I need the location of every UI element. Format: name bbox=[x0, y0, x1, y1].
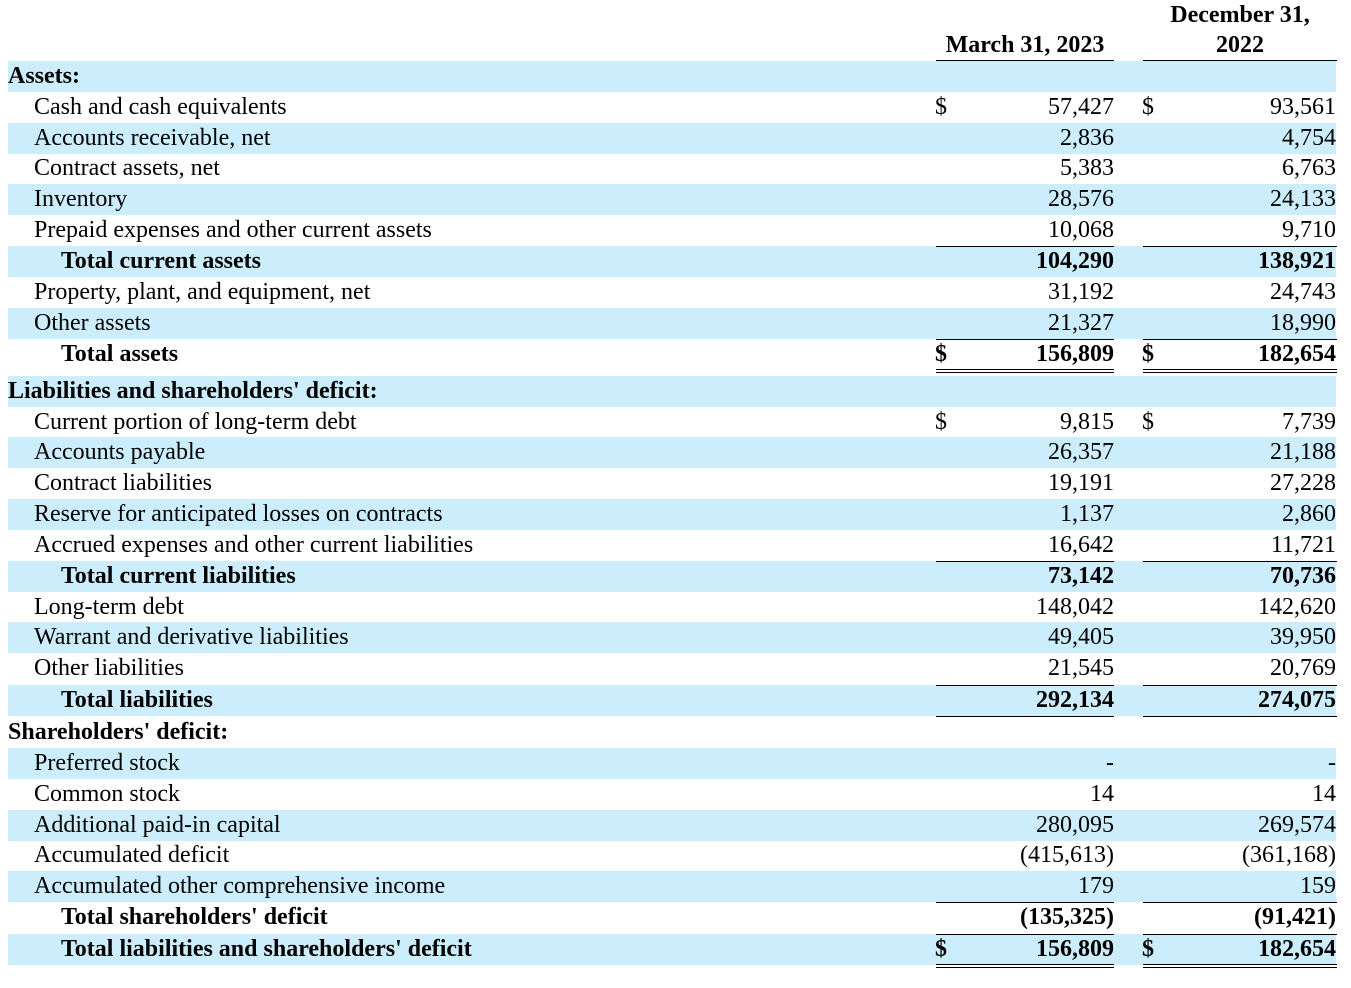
line-item-label: Other assets bbox=[34, 310, 151, 336]
table-row bbox=[8, 902, 1336, 933]
value-march-2023: 14 bbox=[1090, 781, 1114, 807]
value-december-2022: 6,763 bbox=[1282, 155, 1336, 181]
currency-symbol-col2: $ bbox=[1142, 94, 1154, 120]
line-item-label: Cash and cash equivalents bbox=[34, 94, 287, 120]
table-row bbox=[8, 437, 1336, 468]
line-item-label: Preferred stock bbox=[34, 750, 180, 776]
value-march-2023: (415,613) bbox=[1020, 842, 1114, 868]
table-row bbox=[8, 592, 1336, 623]
value-december-2022: 24,133 bbox=[1270, 186, 1336, 212]
value-december-2022: 2,860 bbox=[1282, 501, 1336, 527]
table-row bbox=[8, 561, 1336, 592]
value-march-2023: 31,192 bbox=[1048, 279, 1114, 305]
section-heading: Assets: bbox=[8, 63, 80, 89]
table-row bbox=[8, 779, 1336, 810]
subtotal-rule-col2 bbox=[1143, 902, 1337, 903]
value-december-2022: 18,990 bbox=[1270, 310, 1336, 336]
value-december-2022: 269,574 bbox=[1258, 812, 1336, 838]
line-item-label: Other liabilities bbox=[34, 655, 184, 681]
value-december-2022: 4,754 bbox=[1282, 125, 1336, 151]
value-december-2022: 159 bbox=[1300, 873, 1336, 899]
value-march-2023: 280,095 bbox=[1036, 812, 1114, 838]
value-december-2022: - bbox=[1328, 750, 1336, 776]
value-december-2022: 93,561 bbox=[1270, 94, 1336, 120]
value-december-2022: 39,950 bbox=[1270, 624, 1336, 650]
column-header-december-line2: 2022 bbox=[1216, 32, 1264, 58]
value-december-2022: (361,168) bbox=[1242, 842, 1336, 868]
value-march-2023: (135,325) bbox=[1020, 904, 1114, 930]
value-march-2023: 28,576 bbox=[1048, 186, 1114, 212]
table-row bbox=[8, 184, 1336, 215]
value-december-2022: 138,921 bbox=[1258, 248, 1336, 274]
value-march-2023: 179 bbox=[1078, 873, 1114, 899]
value-march-2023: 156,809 bbox=[1036, 341, 1114, 367]
total-double-rule-col1 bbox=[936, 964, 1114, 968]
value-march-2023: 148,042 bbox=[1036, 594, 1114, 620]
table-row bbox=[8, 748, 1336, 779]
section-heading: Shareholders' deficit: bbox=[8, 719, 229, 745]
value-march-2023: 156,809 bbox=[1036, 936, 1114, 962]
total-rule-col2 bbox=[1143, 716, 1337, 717]
subtotal-rule-col1 bbox=[936, 934, 1114, 935]
table-row bbox=[8, 215, 1336, 246]
value-march-2023: 21,545 bbox=[1048, 655, 1114, 681]
table-row bbox=[8, 153, 1336, 184]
table-row bbox=[8, 376, 1336, 407]
section-heading: Liabilities and shareholders' deficit: bbox=[8, 378, 378, 404]
table-row bbox=[8, 246, 1336, 277]
total-label: Total assets bbox=[61, 341, 179, 367]
value-december-2022: 27,228 bbox=[1270, 470, 1336, 496]
subtotal-rule-col2 bbox=[1143, 934, 1337, 935]
total-rule-col1 bbox=[936, 716, 1114, 717]
table-row bbox=[8, 61, 1336, 92]
table-row bbox=[8, 407, 1336, 438]
total-label: Total liabilities and shareholders' deficit bbox=[61, 936, 472, 962]
value-december-2022: 14 bbox=[1312, 781, 1336, 807]
subtotal-rule-col2 bbox=[1143, 685, 1337, 686]
value-march-2023: 5,383 bbox=[1060, 155, 1114, 181]
total-label: Total current assets bbox=[61, 248, 261, 274]
value-march-2023: 104,290 bbox=[1036, 248, 1114, 274]
currency-symbol-col2: $ bbox=[1142, 409, 1154, 435]
table-row bbox=[8, 308, 1336, 339]
total-double-rule-col2 bbox=[1143, 964, 1337, 968]
line-item-label: Accounts receivable, net bbox=[34, 125, 271, 151]
line-item-label: Accumulated other comprehensive income bbox=[34, 873, 446, 899]
table-row bbox=[8, 277, 1336, 308]
line-item-label: Prepaid expenses and other current assets bbox=[34, 217, 432, 243]
currency-symbol-col1: $ bbox=[935, 94, 947, 120]
line-item-label: Long-term debt bbox=[34, 594, 184, 620]
subtotal-rule-col2 bbox=[1143, 561, 1337, 562]
table-row bbox=[8, 717, 1336, 748]
currency-symbol-col2: $ bbox=[1142, 341, 1154, 367]
value-march-2023: 57,427 bbox=[1048, 94, 1114, 120]
subtotal-rule-col1 bbox=[936, 685, 1114, 686]
value-december-2022: 7,739 bbox=[1282, 409, 1336, 435]
line-item-label: Additional paid-in capital bbox=[34, 812, 281, 838]
value-march-2023: 16,642 bbox=[1048, 532, 1114, 558]
value-december-2022: 274,075 bbox=[1258, 687, 1336, 713]
line-item-label: Contract liabilities bbox=[34, 470, 212, 496]
value-march-2023: 1,137 bbox=[1060, 501, 1114, 527]
table-row bbox=[8, 685, 1336, 716]
value-march-2023: 9,815 bbox=[1060, 409, 1114, 435]
subtotal-rule-col1 bbox=[936, 561, 1114, 562]
currency-symbol-col2: $ bbox=[1142, 936, 1154, 962]
subtotal-rule-col1 bbox=[936, 246, 1114, 247]
value-december-2022: 182,654 bbox=[1258, 341, 1336, 367]
value-march-2023: 26,357 bbox=[1048, 439, 1114, 465]
line-item-label: Warrant and derivative liabilities bbox=[34, 624, 349, 650]
value-march-2023: 2,836 bbox=[1060, 125, 1114, 151]
line-item-label: Current portion of long-term debt bbox=[34, 409, 357, 435]
column-header-march-2023: March 31, 2023 bbox=[945, 32, 1105, 58]
column-header-december-line1: December 31, bbox=[1170, 2, 1310, 28]
table-row bbox=[8, 653, 1336, 684]
value-march-2023: 73,142 bbox=[1048, 563, 1114, 589]
table-row bbox=[8, 339, 1336, 370]
value-march-2023: 292,134 bbox=[1036, 687, 1114, 713]
subtotal-rule-col1 bbox=[936, 339, 1114, 340]
currency-symbol-col1: $ bbox=[935, 936, 947, 962]
subtotal-rule-col2 bbox=[1143, 339, 1337, 340]
value-december-2022: 70,736 bbox=[1270, 563, 1336, 589]
table-row bbox=[8, 499, 1336, 530]
table-row bbox=[8, 934, 1336, 965]
line-item-label: Accrued expenses and other current liabilities bbox=[34, 532, 474, 558]
value-march-2023: 19,191 bbox=[1048, 470, 1114, 496]
currency-symbol-col1: $ bbox=[935, 409, 947, 435]
line-item-label: Property, plant, and equipment, net bbox=[34, 279, 371, 305]
value-december-2022: 24,743 bbox=[1270, 279, 1336, 305]
value-december-2022: 20,769 bbox=[1270, 655, 1336, 681]
line-item-label: Accumulated deficit bbox=[34, 842, 230, 868]
table-row bbox=[8, 810, 1336, 841]
value-march-2023: 21,327 bbox=[1048, 310, 1114, 336]
line-item-label: Inventory bbox=[34, 186, 128, 212]
line-item-label: Accounts payable bbox=[34, 439, 206, 465]
value-december-2022: 21,188 bbox=[1270, 439, 1336, 465]
table-row bbox=[8, 92, 1336, 123]
line-item-label: Common stock bbox=[34, 781, 181, 807]
table-row bbox=[8, 871, 1336, 902]
value-december-2022: 9,710 bbox=[1282, 217, 1336, 243]
value-march-2023: 49,405 bbox=[1048, 624, 1114, 650]
table-row bbox=[8, 622, 1336, 653]
subtotal-rule-col2 bbox=[1143, 246, 1337, 247]
total-label: Total liabilities bbox=[61, 687, 213, 713]
total-double-rule-col2 bbox=[1143, 369, 1337, 373]
value-december-2022: 182,654 bbox=[1258, 936, 1336, 962]
table-row bbox=[8, 468, 1336, 499]
table-row bbox=[8, 530, 1336, 561]
value-december-2022: 11,721 bbox=[1270, 532, 1336, 558]
value-december-2022: 142,620 bbox=[1258, 594, 1336, 620]
currency-symbol-col1: $ bbox=[935, 341, 947, 367]
column-header-december-2022 bbox=[1143, 0, 1337, 60]
value-march-2023: 10,068 bbox=[1048, 217, 1114, 243]
table-row bbox=[8, 840, 1336, 871]
total-double-rule-col1 bbox=[936, 369, 1114, 373]
line-item-label: Reserve for anticipated losses on contracts bbox=[34, 501, 443, 527]
table-row bbox=[8, 123, 1336, 154]
value-december-2022: (91,421) bbox=[1254, 904, 1336, 930]
total-label: Total current liabilities bbox=[61, 563, 296, 589]
line-item-label: Contract assets, net bbox=[34, 155, 220, 181]
subtotal-rule-col1 bbox=[936, 902, 1114, 903]
total-label: Total shareholders' deficit bbox=[61, 904, 328, 930]
value-march-2023: - bbox=[1106, 750, 1114, 776]
